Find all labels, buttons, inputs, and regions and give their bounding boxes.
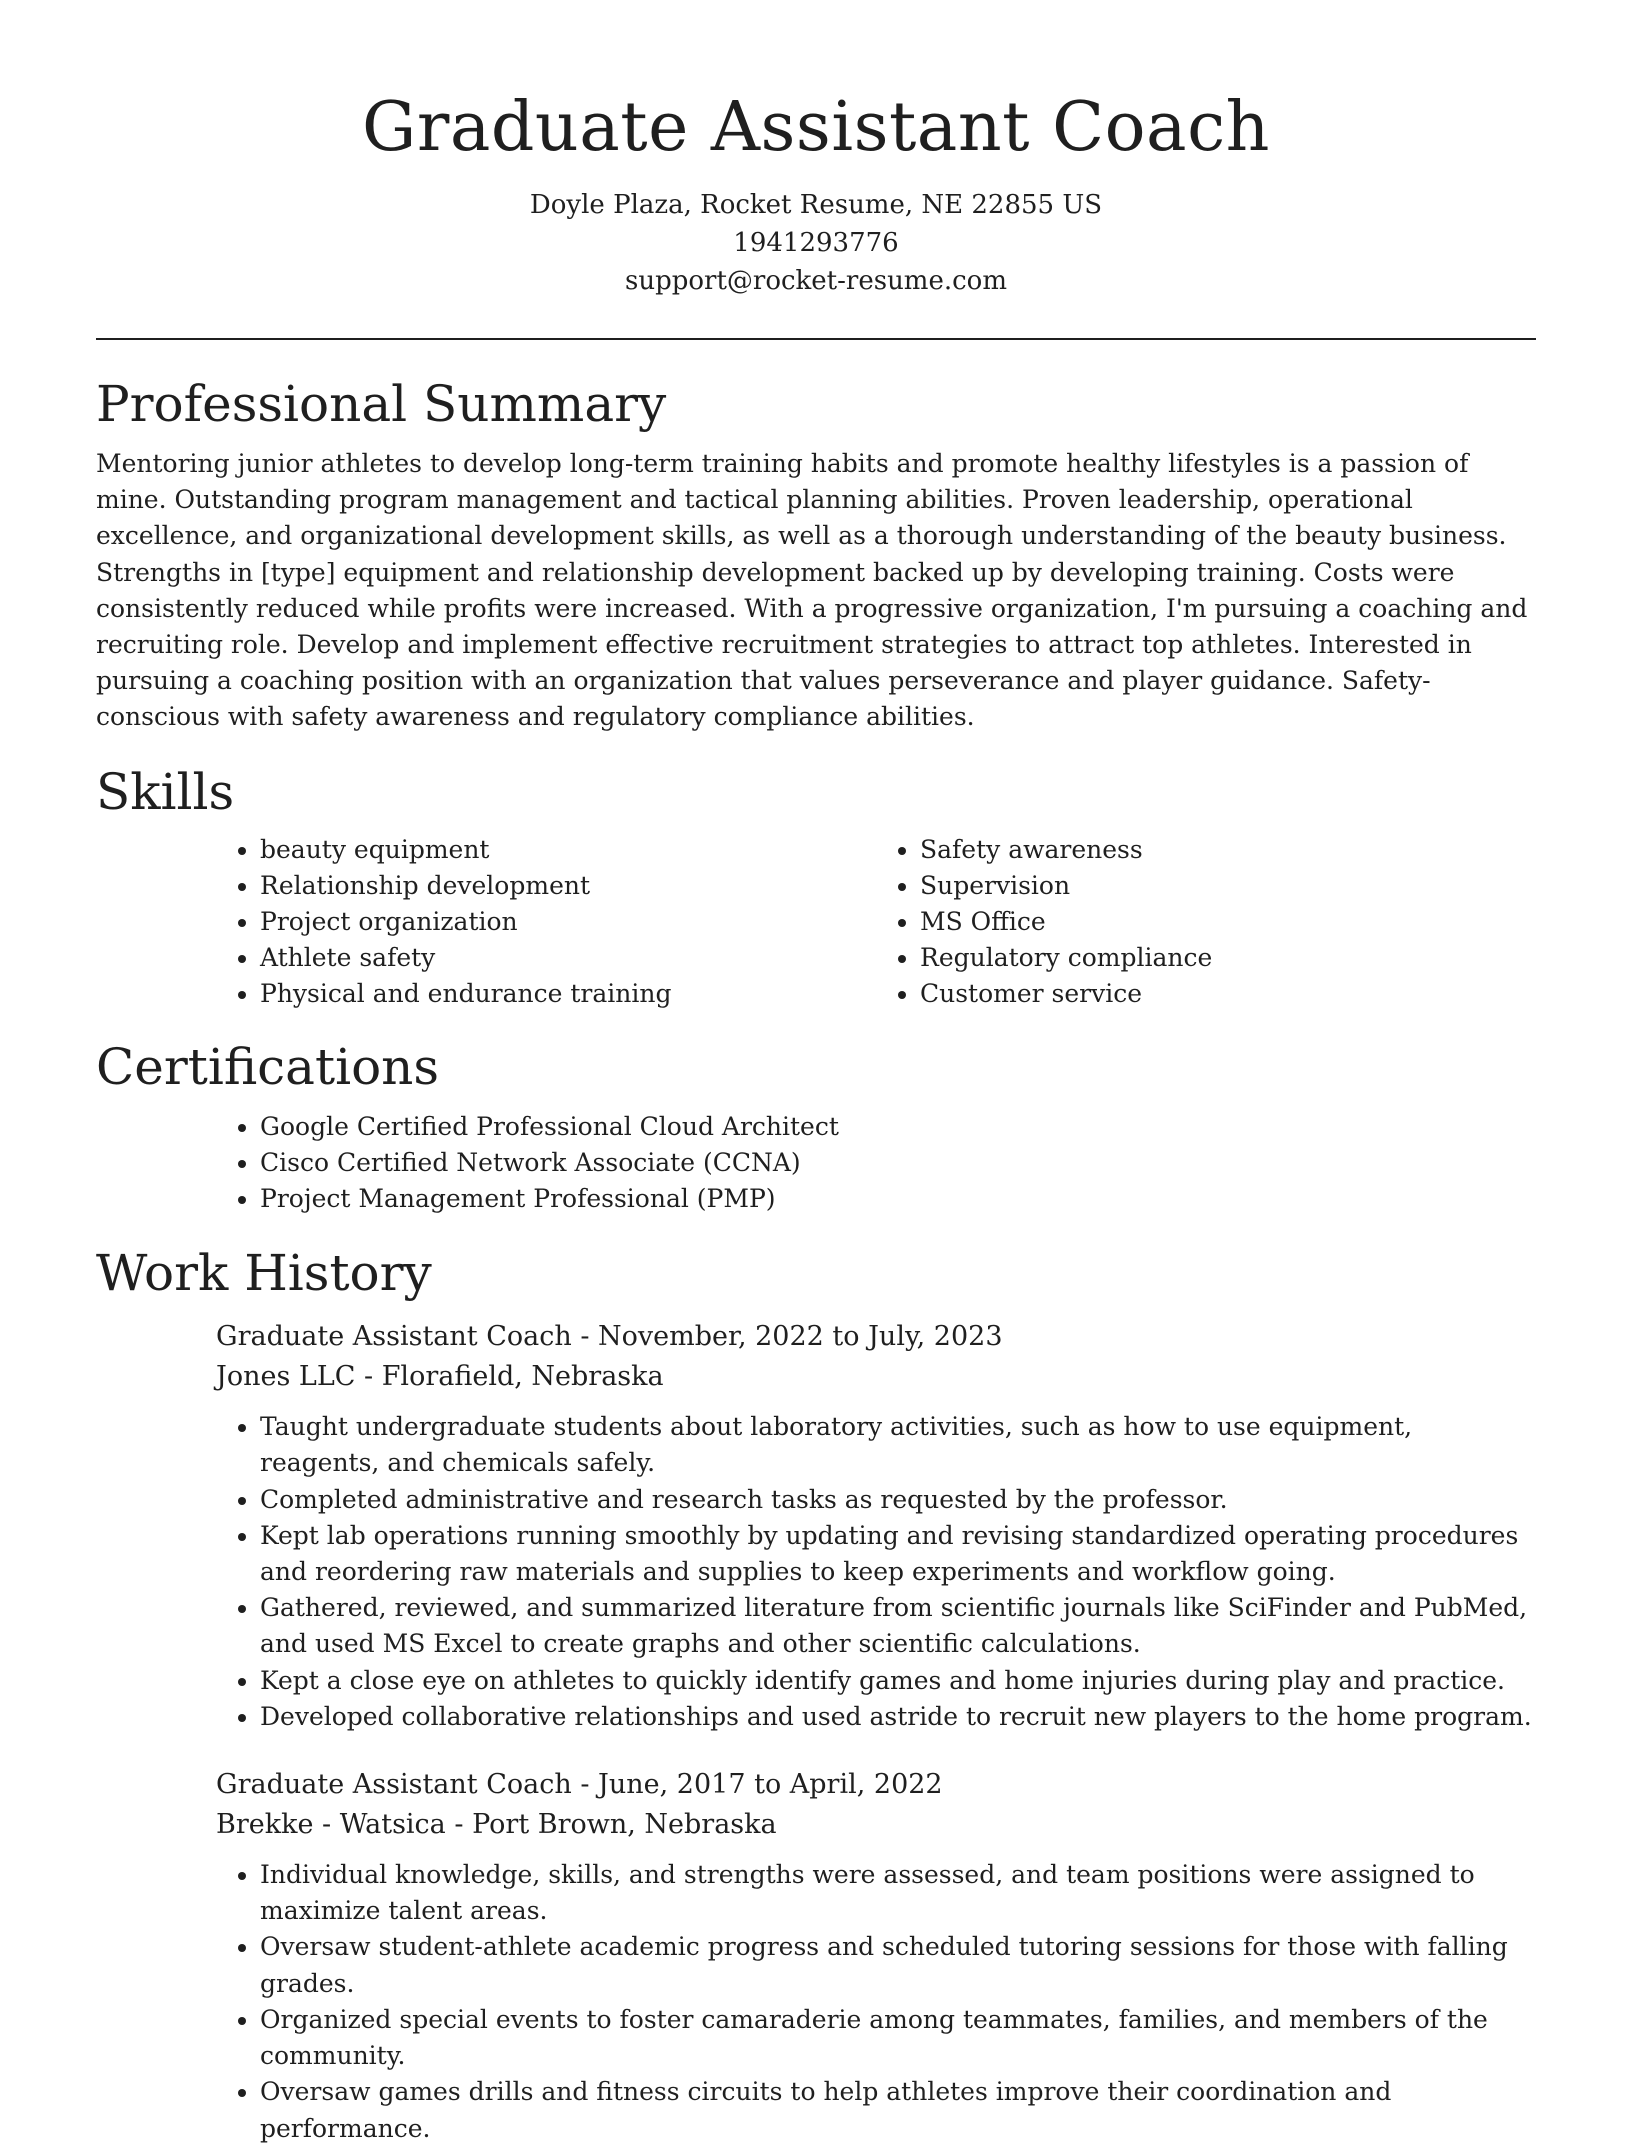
- skills-list-right: [876, 832, 1536, 1013]
- candidate-name: Graduate Assistant Coach: [362, 88, 1270, 167]
- skill-item: • Safety awareness: [920, 832, 1536, 868]
- skills-section: [96, 762, 1536, 1013]
- job-entry: [216, 1317, 1536, 1735]
- job-duty: • Oversaw student-athlete academic progress and scheduled tutoring sessions for those with falling grades.: [260, 1929, 1536, 2001]
- job-duty: • Taught undergraduate students about laboratory activities, such as how to use equipment, reagents, and chemicals safely.: [260, 1409, 1536, 1481]
- skills-grid: [216, 832, 1536, 1013]
- summary-title: Professional Summary: [96, 375, 667, 433]
- certification-item: • Cisco Certified Network Associate (CCNA): [260, 1145, 1536, 1181]
- work-title: Work History: [96, 1244, 432, 1303]
- certification-item: • Project Management Professional (PMP): [260, 1181, 1536, 1217]
- certification-item: • Google Certified Professional Cloud Architect: [260, 1109, 1536, 1145]
- skills-title: Skills: [96, 762, 235, 821]
- certifications-title: Certifications: [96, 1037, 440, 1096]
- skill-item: • Supervision: [920, 868, 1536, 904]
- job-company-line: Jones LLC - Florafield, Nebraska: [216, 1361, 664, 1393]
- job-company-line: Brekke - Watsica - Port Brown, Nebraska: [216, 1809, 777, 1841]
- skill-item: • beauty equipment: [260, 832, 876, 868]
- job-duty: • Completed administrative and research tasks as requested by the professor.: [260, 1482, 1536, 1518]
- job-title: Graduate Assistant Coach: [216, 1769, 572, 1801]
- job-entry: [216, 1765, 1536, 2147]
- job-duty: • Kept lab operations running smoothly by updating and revising standardized operating procedures and reordering raw materials and supplies to keep experiments and workflow going.: [260, 1518, 1536, 1590]
- certifications-list: [216, 1109, 1536, 1218]
- job-duty: • Developed collaborative relationships and used astride to recruit new players to the home program.: [260, 1699, 1536, 1735]
- job-duty: • Kept a close eye on athletes to quickly identify games and home injuries during play and practice.: [260, 1663, 1536, 1699]
- header-divider: [96, 338, 1536, 340]
- skill-item: • Relationship development: [260, 868, 876, 904]
- skill-item: • Regulatory compliance: [920, 940, 1536, 976]
- skill-item: • MS Office: [920, 904, 1536, 940]
- job-duty: • Oversaw games drills and fitness circuits to help athletes improve their coordination and performance.: [260, 2074, 1536, 2146]
- job-dates: November, 2022 to July, 2023: [598, 1321, 1003, 1353]
- email-line: support@rocket-resume.com: [624, 266, 1007, 296]
- summary-text: Mentoring junior athletes to develop long-term training habits and promote healthy lifestyles is a passion of mine. Outstanding program management and tactical planning abilities. Proven leadership, operational excellence, and organizational development skills, as well as a thorough understanding of the beauty business. Strengths in [type] equipment and relationship development backed up by developing training. Costs were consistently reduced while profits were increased. With a progressive organization, I'm pursuing a coaching and recruiting role. Develop and implement effective recruitment strategies to attract top athletes. Interested in pursuing a coaching position with an organization that values perseverance and player guidance. Safety-conscious with safety awareness and regulatory compliance abilities.: [96, 449, 1528, 732]
- skill-item: • Physical and endurance training: [260, 976, 876, 1012]
- job-title-line: Graduate Assistant Coach - November, 2022 to July, 2023: [216, 1321, 1003, 1353]
- job-title: Graduate Assistant Coach: [216, 1321, 572, 1353]
- skill-item: • Customer service: [920, 976, 1536, 1012]
- skills-list-left: [216, 832, 876, 1013]
- job-location: Florafield, Nebraska: [381, 1361, 664, 1393]
- job-company: Brekke - Watsica: [216, 1809, 446, 1841]
- job-company: Jones LLC: [216, 1361, 356, 1393]
- certifications-section: [96, 1037, 1536, 1218]
- job-duty: • Organized special events to foster camaraderie among teammates, families, and members of the community.: [260, 2002, 1536, 2074]
- resume-header: [96, 0, 1536, 300]
- job-location: Port Brown, Nebraska: [472, 1809, 777, 1841]
- skill-item: • Project organization: [260, 904, 876, 940]
- summary-section: [96, 374, 1536, 736]
- skill-item: • Athlete safety: [260, 940, 876, 976]
- job-title-line: Graduate Assistant Coach - June, 2017 to April, 2022: [216, 1769, 943, 1801]
- job-duty: • Gathered, reviewed, and summarized literature from scientific journals like SciFinder and PubMed, and used MS Excel to create graphs and other scientific calculations.: [260, 1590, 1536, 1662]
- job-duty: • Individual knowledge, skills, and strengths were assessed, and team positions were assigned to maximize talent areas.: [260, 1857, 1536, 1929]
- job-duties-list: [216, 1409, 1536, 1735]
- job-duties-list: [216, 1857, 1536, 2147]
- address-line: Doyle Plaza, Rocket Resume, NE 22855 US: [529, 190, 1103, 220]
- phone-line: 1941293776: [733, 228, 899, 258]
- job-dates: June, 2017 to April, 2022: [598, 1769, 943, 1801]
- work-section: [96, 1243, 1536, 2146]
